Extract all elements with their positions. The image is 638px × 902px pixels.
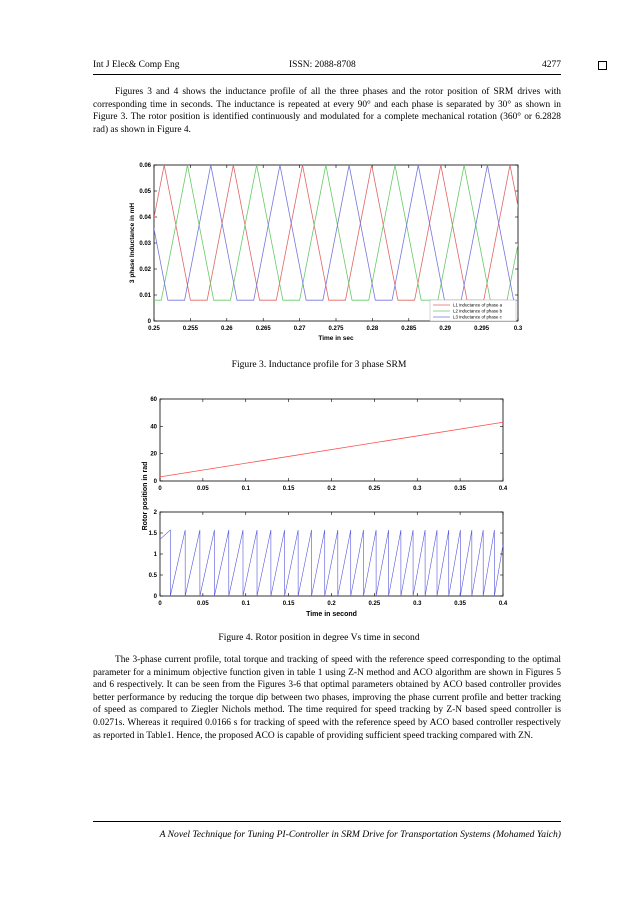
journal-name: Int J Elec& Comp Eng — [93, 60, 180, 70]
y-axis-label: 3 phase Inductance in mH — [129, 202, 136, 284]
plot-frame — [154, 165, 518, 321]
figure-3-caption: Figure 3. Inductance profile for 3 phase SRM — [231, 359, 407, 370]
y-tick-label: 0.04 — [139, 215, 151, 221]
x-tick-label: 0.1 — [241, 601, 250, 607]
x-tick-label: 0.255 — [182, 326, 198, 332]
y-tick-label: 0.03 — [139, 241, 151, 247]
x-tick-label: 0.265 — [255, 326, 271, 332]
x-tick-label: 0.05 — [197, 601, 209, 607]
x-tick-label: 0.28 — [366, 326, 379, 332]
x-tick-label: 0 — [158, 486, 162, 492]
y-tick-label: 1.5 — [148, 531, 157, 537]
x-tick-label: 0.3 — [413, 601, 422, 607]
y-tick-label: 0.02 — [139, 267, 151, 273]
rotor-position-line — [160, 422, 503, 477]
page-number: 4277 — [542, 60, 561, 70]
y-tick-label: 0 — [153, 479, 157, 485]
x-tick-label: 0.4 — [498, 486, 508, 492]
series-line-3 — [99, 165, 583, 300]
x-tick-label: 0.35 — [454, 486, 466, 492]
x-tick-label: 0.05 — [197, 486, 209, 492]
y-tick-label: 0 — [153, 594, 157, 600]
x-tick-label: 0.4 — [498, 601, 508, 607]
series-line-1 — [95, 165, 579, 300]
legend-label: L1 inductance of phase a — [453, 302, 503, 308]
y-tick-label: 0.05 — [139, 189, 151, 195]
y-tick-label: 0.5 — [148, 573, 157, 579]
x-tick-label: 0.15 — [282, 486, 295, 492]
y-tick-label: 60 — [150, 397, 157, 403]
legend-label: L2 inductance of phase b — [453, 308, 503, 314]
legend-label: L3 inductance of phase c — [453, 314, 502, 320]
x-tick-label: 0.3 — [513, 326, 523, 332]
x-tick-label: 0.25 — [368, 601, 381, 607]
plot-frame — [160, 512, 503, 596]
y-tick-label: 40 — [150, 424, 157, 431]
page-footer: A Novel Technique for Tuning PI-Controller in SRM Drive for Transportation Systems (Mohamed Yaich) — [93, 821, 561, 840]
x-tick-label: 0.1 — [241, 486, 250, 492]
y-tick-label: 20 — [150, 451, 157, 458]
x-tick-label: 0.2 — [327, 601, 336, 607]
x-tick-label: 0.285 — [401, 326, 417, 332]
x-tick-label: 0.26 — [220, 326, 233, 332]
series-line-2 — [92, 165, 576, 300]
y-tick-label: 0 — [147, 319, 151, 325]
y-tick-label: 2 — [153, 510, 157, 516]
x-tick-label: 0.295 — [474, 326, 490, 332]
x-tick-label: 0.29 — [439, 326, 452, 332]
issn: ISSN: 2088-8708 — [289, 60, 356, 70]
figure-3-chart — [92, 163, 583, 342]
y-tick-label: 1 — [153, 552, 157, 558]
x-tick-label: 0.2 — [327, 486, 336, 492]
x-tick-label: 0.25 — [368, 486, 381, 492]
figure-4-bottom-chart — [149, 510, 508, 618]
y-tick-label: 0.06 — [139, 163, 151, 169]
paragraph-results: The 3-phase current profile, total torque and tracking of speed with the reference speed corresponding to the optimal parameter for a minimum objective function given in table 1 using Z-N method and ACO algorithm are shown in Figures 5 and 6 respectively. It can be seen from the Figures 3-6 that optimal parameters obtained by ACO based controller provides better performance by reducing the torque dip between two phases, improving the phase current profile and better tracking of speed as compared to Ziegler Nichols method. The time required for speed tracking by Z-N based speed controller is 0.0271s. Whereas it required 0.0166 s for tracking of speed with the reference speed by ACO based controller respectively as reported in Table1. Hence, the proposed ACO is capable of providing sufficient speed tracking compared with ZN. — [93, 655, 561, 741]
x-axis-label: Time in sec — [318, 335, 354, 342]
x-tick-label: 0.275 — [328, 326, 344, 332]
figure-4-top-chart — [142, 397, 508, 530]
rotor-position-sawtooth — [160, 530, 503, 596]
x-tick-label: 0 — [158, 601, 162, 607]
x-tick-label: 0.15 — [282, 601, 295, 607]
y-tick-label: 0.01 — [139, 293, 151, 299]
x-tick-label: 0.35 — [454, 601, 466, 607]
figure-4-caption: Figure 4. Rotor position in degree Vs time in second — [218, 632, 420, 643]
x-tick-label: 0.25 — [148, 326, 160, 332]
x-tick-label: 0.3 — [413, 486, 422, 492]
paragraph-intro: Figures 3 and 4 shows the inductance profile of all the three phases and the rotor position of SRM drives with corresponding time in seconds. The inductance is repeated at every 90° and each phase is separated by 30° as shown in Figure 3. The rotor position is identified continuously and modulated for a complete mechanical rotation (360° or 6.2828 rad) as shown in Figure 4. — [93, 87, 561, 135]
x-axis-label: Time in second — [306, 611, 357, 618]
y-axis-label: Rotor position in rad — [142, 461, 149, 531]
x-tick-label: 0.27 — [293, 326, 306, 332]
